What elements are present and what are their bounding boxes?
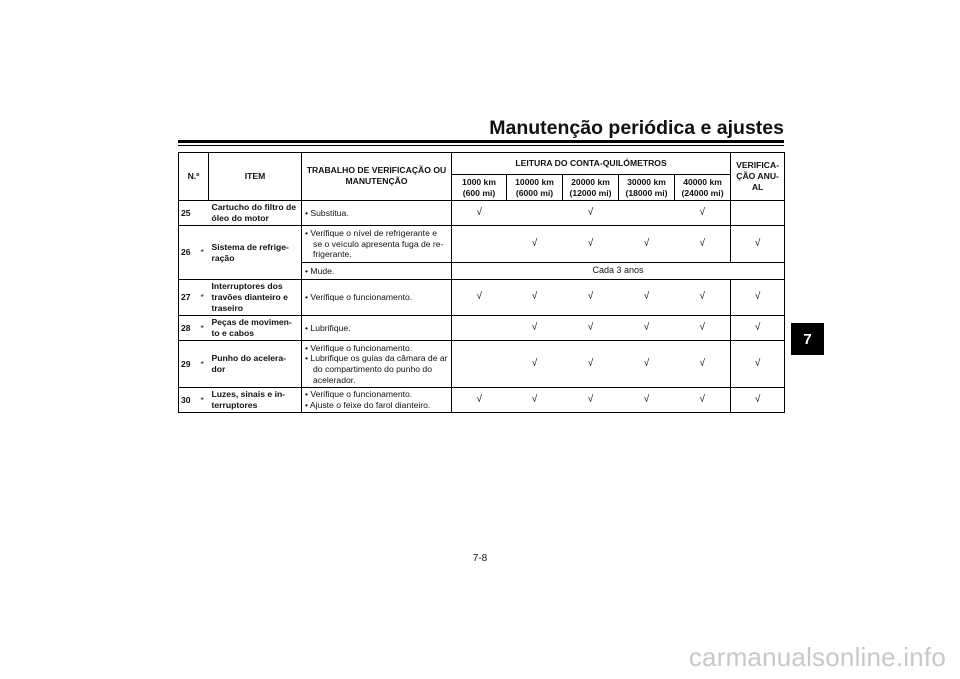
check-mark: √ (563, 316, 619, 341)
check-mark: √ (619, 316, 675, 341)
header-interval-30000: 30000 km (18000 mi) (619, 175, 675, 201)
table-row (179, 388, 785, 413)
row-mark: * (201, 280, 209, 316)
row-work: • Lubrifique. (302, 316, 452, 341)
empty-check-cell (452, 341, 507, 388)
check-mark: √ (675, 316, 731, 341)
check-mark: √ (731, 388, 785, 413)
chapter-tab[interactable]: 7 (791, 323, 824, 355)
empty-check-cell (731, 201, 785, 226)
row-number: 30 (179, 388, 201, 413)
check-mark: √ (675, 226, 731, 263)
row-item: Cartucho do filtro de óleo do motor (209, 201, 302, 226)
check-mark: √ (452, 388, 507, 413)
check-mark: √ (563, 226, 619, 263)
row-item: Sistema de refrige-ração (209, 226, 302, 280)
row-mark: * (201, 316, 209, 341)
check-mark: √ (452, 280, 507, 316)
check-mark: √ (675, 388, 731, 413)
header-no: N.º (179, 153, 209, 201)
header-interval-1000: 1000 km (600 mi) (452, 175, 507, 201)
row-number: 27 (179, 280, 201, 316)
row-work: • Verifique o funcionamento. • Ajuste o feixe do farol dianteiro. (302, 388, 452, 413)
header-work: TRABALHO DE VERIFICAÇÃO OU MANUTENÇÃO (302, 153, 452, 201)
row-work: • Verifique o funcionamento. • Lubrifique os guias da câmara de ar do compartimento do punho do acelerador. (302, 341, 452, 388)
empty-check-cell (507, 201, 563, 226)
row-number: 28 (179, 316, 201, 341)
check-mark: √ (507, 341, 563, 388)
check-mark: √ (731, 316, 785, 341)
check-mark: √ (563, 388, 619, 413)
row-mark: * (201, 388, 209, 413)
page-title: Manutenção periódica e ajustes (489, 117, 784, 139)
table-row (179, 280, 785, 316)
check-mark: √ (675, 341, 731, 388)
row-number: 26 (179, 226, 201, 280)
check-mark: √ (675, 280, 731, 316)
check-mark: √ (619, 388, 675, 413)
empty-check-cell (452, 226, 507, 263)
row-item: Luzes, sinais e in-terruptores (209, 388, 302, 413)
row-number: 29 (179, 341, 201, 388)
empty-check-cell (619, 201, 675, 226)
page-number: 7-8 (472, 553, 488, 564)
header-rule-thick (178, 140, 784, 143)
empty-check-cell (452, 316, 507, 341)
header-rule-thin (178, 145, 784, 146)
header-interval-10000: 10000 km (6000 mi) (507, 175, 563, 201)
row-mark: * (201, 226, 209, 280)
check-mark: √ (675, 201, 731, 226)
header-odometer: LEITURA DO CONTA-QUILÓMETROS (452, 153, 731, 175)
table-row (179, 226, 785, 263)
row-mark: * (201, 341, 209, 388)
check-mark: √ (452, 201, 507, 226)
check-mark: √ (563, 201, 619, 226)
check-mark: √ (619, 341, 675, 388)
check-mark: √ (731, 280, 785, 316)
row-item: Peças de movimen-to e cabos (209, 316, 302, 341)
header-interval-40000: 40000 km (24000 mi) (675, 175, 731, 201)
row-work: • Verifique o nível de refrigerante e se o veículo apresenta fuga de re-frigerante. (302, 226, 452, 263)
check-mark: √ (507, 316, 563, 341)
row-number: 25 (179, 201, 201, 226)
check-mark: √ (619, 226, 675, 263)
check-mark: √ (507, 388, 563, 413)
maintenance-table (178, 152, 785, 413)
check-mark: √ (563, 341, 619, 388)
header-annual: VERIFICA-ÇÃO ANU-AL (731, 153, 785, 201)
check-mark: √ (731, 341, 785, 388)
check-mark: √ (563, 280, 619, 316)
check-mark: √ (619, 280, 675, 316)
table-row (179, 316, 785, 341)
watermark: carmanualsonline.info (688, 642, 946, 672)
table-row (179, 341, 785, 388)
check-mark: √ (731, 226, 785, 263)
header-interval-20000: 20000 km (12000 mi) (563, 175, 619, 201)
row-work: • Verifique o funcionamento. (302, 280, 452, 316)
row-item: Interruptores dos travões dianteiro e traseiro (209, 280, 302, 316)
row-work: • Mude. (302, 263, 452, 280)
interval-span-text: Cada 3 anos (452, 263, 785, 280)
row-item: Punho do acelera-dor (209, 341, 302, 388)
row-mark (201, 201, 209, 226)
row-work: • Substitua. (302, 201, 452, 226)
header-item: ITEM (209, 153, 302, 201)
check-mark: √ (507, 226, 563, 263)
header-row-1 (179, 153, 785, 175)
table-row (179, 201, 785, 226)
check-mark: √ (507, 280, 563, 316)
